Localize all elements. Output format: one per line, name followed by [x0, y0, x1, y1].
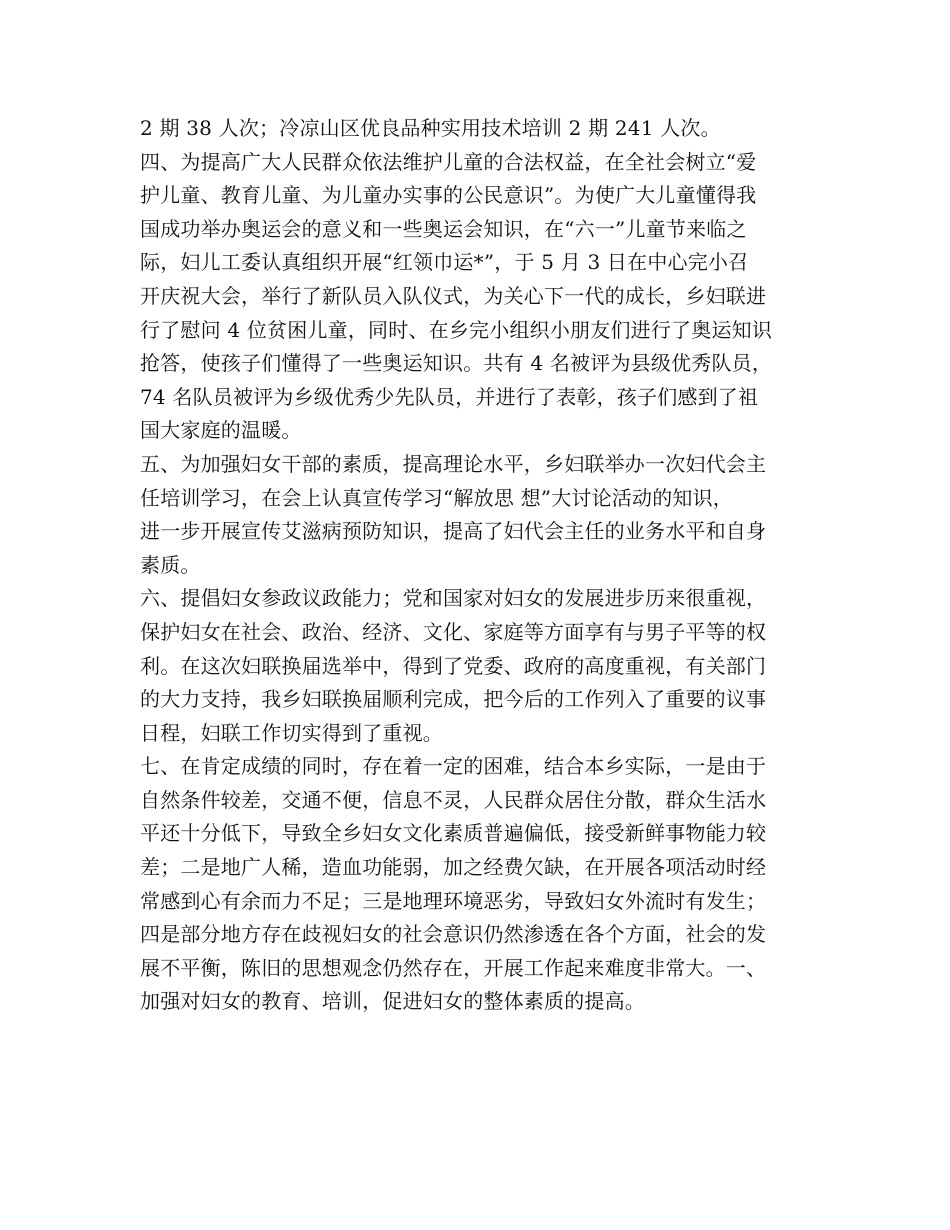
text-line: 2 期 38 人次；冷凉山区优良品种实用技术培训 2 期 241 人次。 — [140, 116, 721, 140]
text-line: 抢答，使孩子们懂得了一些奥运知识。共有 4 名被评为县级优秀队员， — [140, 351, 773, 376]
text-line: 进一步开展宣传艾滋病预防知识，提高了妇代会主任的业务水平和自身 — [140, 519, 767, 544]
text-line: 常感到心有余而力不足；三是地理环境恶劣，导致妇女外流时有发生； — [140, 888, 767, 913]
text-line: 四是部分地方存在歧视妇女的社会意识仍然渗透在各个方面，社会的发 — [140, 922, 767, 947]
text-line: 开庆祝大会，举行了新队员入队仪式，为关心下一代的成长，乡妇联进 — [140, 283, 767, 308]
text-line: 国大家庭的温暖。 — [140, 418, 302, 443]
text-line: 的大力支持，我乡妇联换届顺利完成，把今后的工作列入了重要的议事 — [140, 687, 767, 712]
text-line: 利。在这次妇联换届选举中，得到了党委、政府的高度重视，有关部门 — [140, 653, 767, 678]
text-line: 平还十分低下，导致全乡妇女文化素质普遍偏低，接受新鲜事物能力较 — [140, 821, 767, 846]
text-line: 四、为提高广大人民群众依法维护儿童的合法权益，在全社会树立“爱 — [140, 149, 757, 174]
text-line: 六、提倡妇女参政议政能力；党和国家对妇女的发展进步历来很重视， — [140, 586, 767, 611]
text-line: 日程，妇联工作切实得到了重视。 — [140, 720, 443, 745]
text-line: 展不平衡，陈旧的思想观念仍然存在，开展工作起来难度非常大。一、 — [140, 955, 767, 980]
document-body — [140, 112, 840, 1019]
text-line: 加强对妇女的教育、培训，促进妇女的整体素质的提高。 — [140, 989, 645, 1014]
text-line: 际，妇儿工委认真组织开展“红领巾运*”，于 5 月 3 日在中心完小召 — [140, 250, 749, 275]
text-line: 国成功举办奥运会的意义和一些奥运会知识，在“六一”儿童节来临之 — [140, 216, 747, 241]
text-line: 护儿童、教育儿童、为儿童办实事的公民意识”。为使广大儿童懂得我 — [140, 183, 757, 208]
text-line: 行了慰问 4 位贫困儿童，同时、在乡完小组织小朋友们进行了奥运知识 — [140, 317, 773, 342]
text-line: 素质。 — [140, 552, 201, 577]
text-line: 差；二是地广人稀，造血功能弱，加之经费欠缺，在开展各项活动时经 — [140, 855, 767, 880]
text-line: 保护妇女在社会、政治、经济、文化、家庭等方面享有与男子平等的权 — [140, 619, 767, 644]
text-line: 五、为加强妇女干部的素质，提高理论水平，乡妇联举办一次妇代会主 — [140, 451, 767, 476]
text-line: 74 名队员被评为乡级优秀少先队员，并进行了表彰，孩子们感到了祖 — [140, 384, 759, 409]
text-line: 自然条件较差，交通不便，信息不灵，人民群众居住分散，群众生活水 — [140, 787, 767, 812]
text-line: 七、在肯定成绩的同时，存在着一定的困难，结合本乡实际，一是由于 — [140, 754, 767, 779]
text-line: 任培训学习，在会上认真宣传学习“解放思 想”大讨论活动的知识， — [140, 485, 734, 510]
